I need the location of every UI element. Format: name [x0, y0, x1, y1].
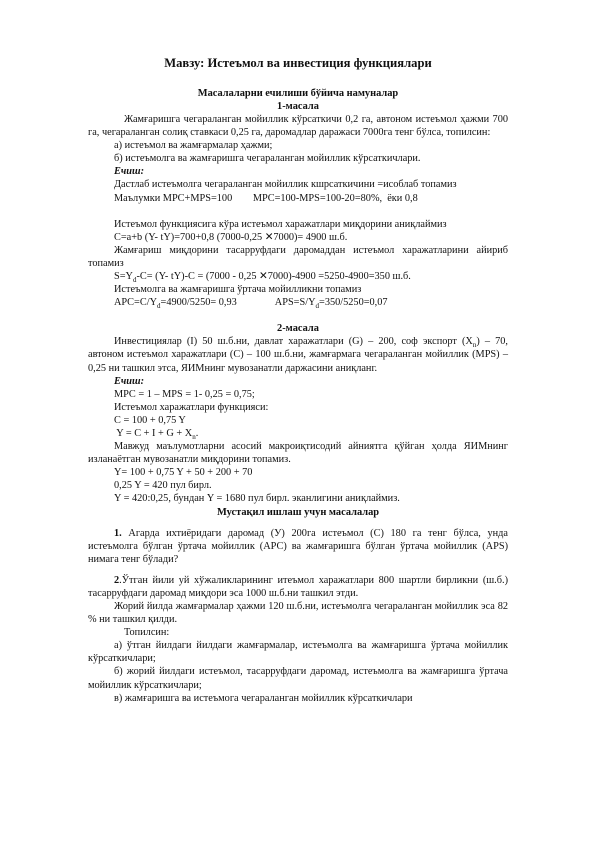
problem-1-step-2: Маълумки MPC+MPS=100 MPC=100-MPS=100-20=80%, ёки 0,8 [114, 192, 418, 204]
problem-1-heading: 1-масала [277, 101, 319, 112]
problem-2-step-4: $Y = C + I + G + X_n$. [114, 427, 199, 442]
problem-2-step-8: Y = 420:0,25, бундан Y = 1680 пул бирл. эканлигини аниқлаймиз. [114, 493, 400, 505]
problem-2-step-3: C = 100 + 0,75 Y [114, 414, 186, 426]
problem-2-solution-label: Ечиш: [114, 375, 145, 387]
problem-1-step-5: Жамғариш миқдорини тасарруфдаги даромаддан истеъмол харажатларини айириб топамиз [88, 244, 508, 269]
problem-2-step-7: 0,25 Y = 420 пул бирл. [114, 480, 212, 492]
problem-1-step-8: $APC=C/Y_d=4900/5250= 0,93$ $APS=S/Y_d=350/5250=0,07$ [114, 297, 388, 311]
problem-2-heading: 2-масала [277, 323, 319, 335]
independent-question-2-find: Топилсин: [124, 627, 170, 639]
independent-question-2-item-b: б) жорий йилдаги истеъмол, тасарруфдаги даромад, истеъмолга ва жамғаришга ўртача мойиллик кўрсаткичлари; [88, 666, 508, 691]
problem-1-solution-label: Ечиш: [114, 166, 145, 178]
problem-1-item-a: а) истеъмол ва жамғармалар ҳажми; [114, 140, 273, 152]
problem-1-step-3: Истеъмол функциясига кўра истеъмол харажатлари миқдорини аниқлаймиз [114, 218, 447, 230]
document-page [88, 52, 508, 705]
problem-1-step-1: Дастлаб истеъмолга чегараланган мойиллик кшрсаткичини =исоблаб топамиз [114, 179, 457, 191]
independent-question-2-item-a: а) ўтган йилдаги йилдаги жамғармалар, истеъмолга ва жамғаришга ўртача мойиллик кўрсаткичлари; [88, 640, 508, 665]
problem-1-statement: Жамғаришга чегараланган мойиллик кўрсаткичи 0,2 га, автоном истеъмол ҳажми 700 га, чегараланган солиқ ставкаси 0,25 га, даромадлар даражаси 7000га тенг бўлса, топилсин: [88, 114, 508, 139]
problem-1-step-7: Истеъмолга ва жамғаришга ўртача мойилликни топамиз [114, 284, 362, 296]
independent-heading: Мустақил ишлаш учун масалалар [216, 506, 380, 518]
problem-1-step-6: $S=Y_d-C= (Y-$ tY)-C = (7000 - 0,25 ✕7000)-4900 =5250-4900=350 ш.б. [114, 271, 411, 285]
independent-question-1: 1. Агарда ихтиёридаги даромад (У) 200га истеъмол (С) 180 га тенг бўлса, унда истеъмолга бўлган ўртача мойиллик (АРС) ва жамғаришга бўлган ўртача мойиллик (АРS) нимага тенг бўлади? [88, 527, 508, 565]
independent-question-2-item-c: в) жамғаришга ва истеъмога чегараланган мойиллик кўрсаткичлари [114, 692, 413, 704]
problem-1-step-4: C=a+b (Y- tY)=700+0,8 (7000-0,25 ✕7000)= 4900 ш.б. [114, 231, 348, 243]
independent-question-2-part-b: Жорий йилда жамғармалар ҳажми 120 ш.б.ни, истеъмолга чегараланган мойиллик эса 82 % ни ташкил қилди. [88, 601, 508, 626]
problem-2-statement: Инвестициялар (I) 50 ш.б.ни, давлат харажатлари (G) – 200, соф экспорт $(X_n) - 70$, автоном истеъмол харажатлари (C) – 100 ш.б.ни, жамғармага чегараланган мойиллик (MPS) – 0,25 ни ташкил этса, ЯИМнинг мувозанатли даржасини аниқланг. [88, 336, 508, 374]
problem-2-step-2: Истеъмол харажатлари функцияси: [114, 401, 269, 413]
problem-1-item-b: б) истеъмолга ва жамғаришга чегараланган мойиллик кўрсаткичлари. [114, 153, 421, 165]
samples-heading: Масалаларни ечилиши бўйича намуналар [197, 88, 399, 99]
problem-2-step-6: Y= 100 + 0,75 Y + 50 + 200 + 70 [114, 467, 253, 479]
independent-question-2: 2.Ўтган йили уй хўжаликларининг итеъмол харажатлари 800 шартли бирликни (ш.б.) тасарруфдаги даромад миқдори эса 1000 ш.б.ни ташкил этди. [88, 574, 508, 599]
problem-2-step-5: Мавжуд маълумотларни асосий макроиқтисодий айниятга қўйган ҳолда ЯИМнинг изланаётган мувозанатли миқдорини топамиз. [88, 441, 508, 466]
problem-2-step-1: MPC = 1 – MPS = 1- 0,25 = 0,75; [114, 388, 255, 400]
page-title: Мавзу: Истеъмол ва инвестиция функциялари [164, 56, 432, 70]
